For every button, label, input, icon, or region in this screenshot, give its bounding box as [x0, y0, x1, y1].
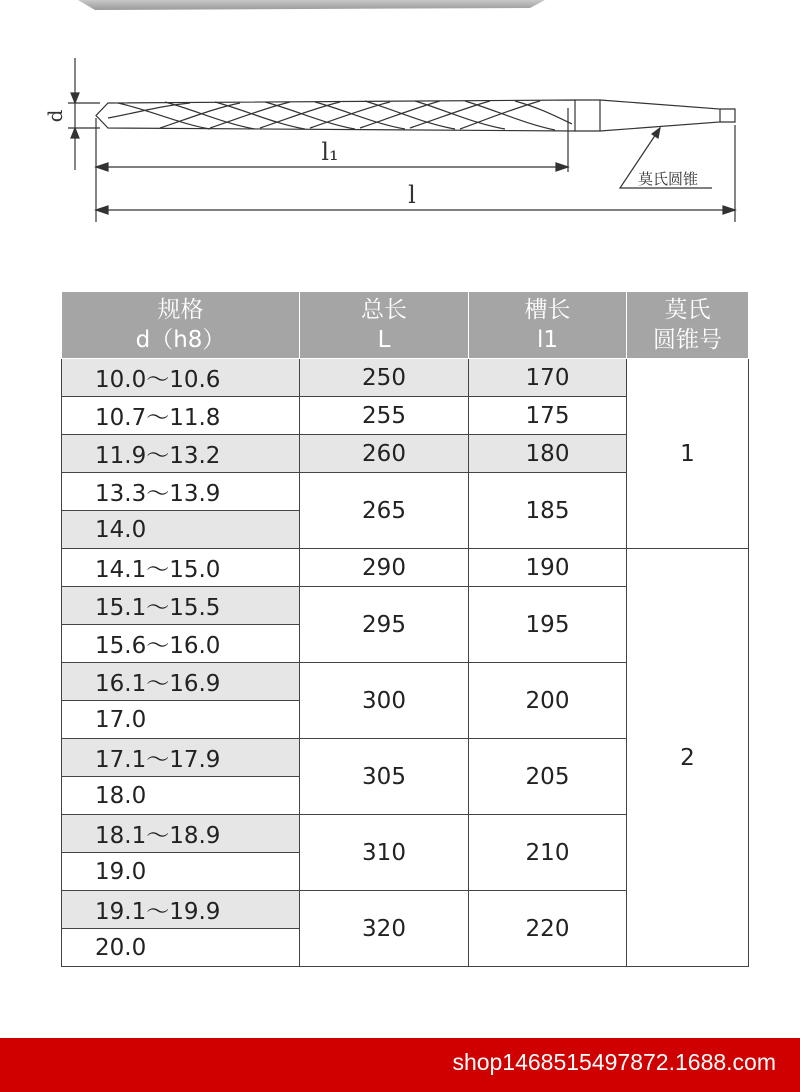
header-flute-length: 槽长 l1	[469, 292, 627, 359]
d-label: d	[43, 109, 67, 123]
flute-length-cell: 205	[469, 739, 627, 815]
table-header-row	[62, 292, 749, 359]
shop-url-link[interactable]: shop1468515497872.1688.com	[452, 1049, 776, 1075]
morse-taper-cell: 2	[627, 549, 749, 967]
l-label: l	[408, 181, 416, 209]
morse-taper-cell: 1	[627, 359, 749, 549]
drill-drawing	[0, 40, 800, 230]
l1-label: l₁	[321, 138, 339, 166]
total-length-cell: 255	[300, 397, 469, 435]
spec-cell: 20.0	[62, 929, 300, 967]
total-length-cell: 290	[300, 549, 469, 587]
total-length-cell: 265	[300, 473, 469, 549]
spec-table	[61, 291, 749, 967]
flute-length-cell: 175	[469, 397, 627, 435]
flute-length-cell: 200	[469, 663, 627, 739]
product-photo-edge	[0, 0, 800, 14]
header-morse-taper: 莫氏 圆锥号	[627, 292, 749, 359]
flute-length-cell: 210	[469, 815, 627, 891]
total-length-cell: 320	[300, 891, 469, 967]
spec-cell: 19.1～19.9	[62, 891, 300, 929]
total-length-cell: 300	[300, 663, 469, 739]
total-length-cell: 305	[300, 739, 469, 815]
footer-bar	[0, 1038, 800, 1092]
table-row	[62, 549, 749, 587]
spec-cell: 10.0～10.6	[62, 359, 300, 397]
header-spec: 规格 d（h8）	[62, 292, 300, 359]
spec-cell: 18.0	[62, 777, 300, 815]
total-length-cell: 260	[300, 435, 469, 473]
flute-length-cell: 190	[469, 549, 627, 587]
flute-length-cell: 195	[469, 587, 627, 663]
taper-label: 莫氏圆锥	[637, 170, 699, 188]
header-total-length: 总长 L	[300, 292, 469, 359]
spec-cell: 10.7～11.8	[62, 397, 300, 435]
flute-length-cell: 185	[469, 473, 627, 549]
total-length-cell: 310	[300, 815, 469, 891]
total-length-cell: 250	[300, 359, 469, 397]
table-row	[62, 359, 749, 397]
flute-length-cell: 170	[469, 359, 627, 397]
spec-cell: 18.1～18.9	[62, 815, 300, 853]
spec-cell: 14.0	[62, 511, 300, 549]
spec-cell: 17.1～17.9	[62, 739, 300, 777]
spec-cell: 14.1～15.0	[62, 549, 300, 587]
spec-cell: 15.1～15.5	[62, 587, 300, 625]
total-length-cell: 295	[300, 587, 469, 663]
flute-length-cell: 180	[469, 435, 627, 473]
spec-cell: 11.9～13.2	[62, 435, 300, 473]
spec-cell: 15.6～16.0	[62, 625, 300, 663]
flute-length-cell: 220	[469, 891, 627, 967]
spec-cell: 19.0	[62, 853, 300, 891]
spec-cell: 16.1～16.9	[62, 663, 300, 701]
spec-cell: 13.3～13.9	[62, 473, 300, 511]
spec-cell: 17.0	[62, 701, 300, 739]
